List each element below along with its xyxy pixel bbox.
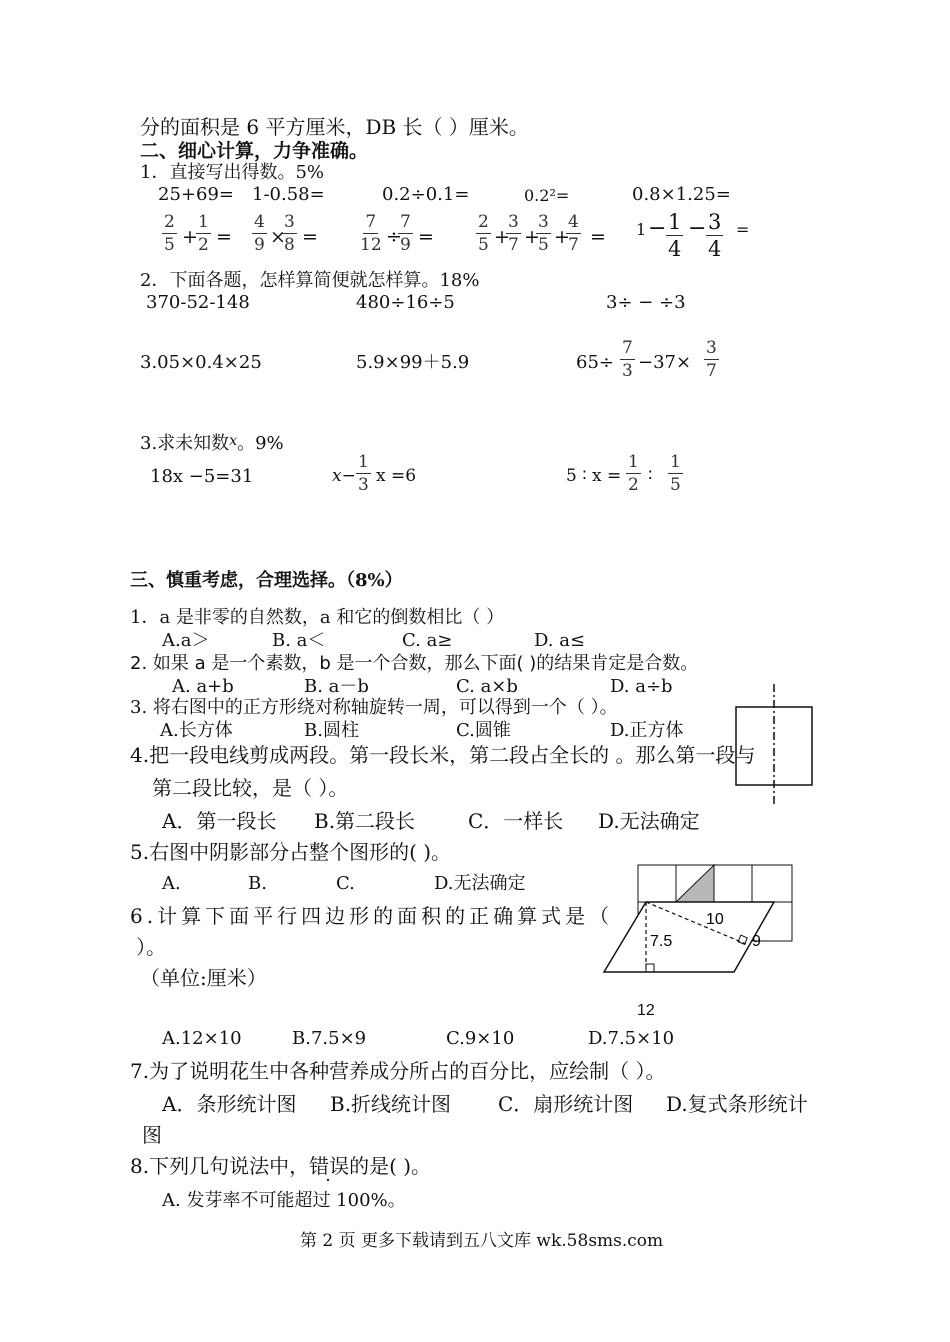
- fraction: $\frac{7}{12}$: [360, 212, 382, 255]
- s3-q6-optA: A.12×10: [162, 1028, 242, 1049]
- calc-2: 1-0.58=: [252, 184, 325, 205]
- s3-q1-optB: B. a＜: [272, 630, 326, 651]
- fraction: $\frac{1}{2}$: [198, 212, 209, 255]
- s3-q5-optA: A.: [162, 873, 181, 894]
- s3-q1-stem: 1．a 是非零的自然数，a 和它的倒数相比（ ）: [130, 607, 505, 628]
- s3-q4-stem1: 4.把一段电线剪成两段。第一段长米，第二段占全长的 。那么第一段与: [130, 743, 756, 767]
- fraction: $\frac{1}{4}$: [668, 210, 682, 261]
- fraction: $\frac{3}{7}$: [706, 338, 717, 381]
- calc-3: 0.2÷0.1=: [382, 184, 470, 205]
- s3-q5-optB: B.: [248, 873, 267, 894]
- s3-q7-optC: C．扇形统计图: [498, 1092, 634, 1116]
- s3-q1-optA: A.a＞: [162, 630, 210, 651]
- fraction: $\frac{3}{8}$: [284, 212, 295, 255]
- s3-q3-optA: A.长方体: [160, 720, 233, 741]
- fraction: $\frac{1}{5}$: [670, 452, 681, 495]
- fraction: $\frac{2}{5}$: [478, 212, 489, 255]
- parallelogram: [604, 902, 774, 972]
- calc-1: 25+69=: [158, 184, 234, 205]
- q1-title: 1．直接写出得数。5%: [140, 162, 325, 183]
- s3-q6-optC: C.9×10: [446, 1028, 515, 1049]
- q2-expr-5: 5.9×99＋5.9: [356, 352, 470, 373]
- s3-q7-stem: 7.为了说明花生中各种营养成分所占的百分比，应绘制（ ）。: [130, 1059, 666, 1083]
- q3-eq-1: 18x −5=31: [150, 466, 254, 487]
- q2-expr-3: 3÷ − ÷3: [606, 292, 686, 313]
- s3-q7-optB: B.折线统计图: [330, 1092, 452, 1116]
- fraction: $\frac{1}{2}$: [628, 452, 639, 495]
- fraction: $\frac{2}{5}$: [164, 212, 175, 255]
- s3-q8-stem: 8.下列几句说法中，错误的是( )。: [130, 1154, 432, 1178]
- fraction: $\frac{3}{4}$: [708, 210, 722, 261]
- s3-q2-optC: C. a×b: [456, 676, 518, 697]
- s3-q4-optB: B.第二段长: [314, 809, 416, 833]
- s3-q2-optB: B. a－b: [304, 676, 369, 697]
- s3-q6-stem2: ）。: [136, 935, 166, 959]
- label-10: 10: [706, 911, 724, 928]
- s3-q6-unit: （单位:厘米）: [140, 966, 267, 990]
- q2-expr-4: 3.05×0.4×25: [140, 352, 262, 373]
- s3-q8-optA: A. 发芽率不可能超过 100%。: [162, 1190, 406, 1211]
- fraction: $\frac{4}{9}$: [254, 212, 265, 255]
- section3-title: 三、慎重考虑，合理选择。（8%）: [130, 570, 403, 591]
- s3-q6-optD: D.7.5×10: [588, 1028, 675, 1049]
- label-7-5: 7.5: [650, 933, 673, 950]
- fraction: $\frac{3}{5}$: [538, 212, 549, 255]
- fraction: $\frac{3}{7}$: [508, 212, 519, 255]
- s3-q5-optD: D.无法确定: [434, 873, 526, 894]
- s3-q1-optD: D. a≤: [534, 630, 586, 651]
- section2-title: 二、细心计算，力争准确。: [140, 140, 369, 162]
- q2-title: 2．下面各题，怎样算简便就怎样算。18%: [140, 270, 480, 291]
- s3-q7-optA: A．条形统计图: [162, 1092, 297, 1116]
- q3-title: 3.求未知数$^x$。9%: [140, 433, 284, 454]
- q2-expr-1: 370-52-148: [146, 292, 250, 313]
- calc-4: 0.2²=: [524, 186, 570, 205]
- fraction: $\frac{4}{7}$: [568, 212, 579, 255]
- emphasized-text: 错误: [309, 1154, 350, 1178]
- s3-q3-stem: 3. 将右图中的正方形绕对称轴旋转一周，可以得到一个（ ）。: [130, 697, 618, 718]
- intro-line: 分的面积是 6 平方厘米，DB 长（ ）厘米。: [140, 115, 529, 139]
- fraction: $\frac{1}{3}$: [358, 452, 369, 495]
- s3-q4-optA: A．第一段长: [162, 809, 277, 833]
- s3-q7-wrap: 图: [142, 1123, 162, 1147]
- s3-q3-optD: D.正方体: [610, 720, 684, 741]
- s3-q3-optC: C.圆锥: [456, 720, 511, 741]
- label-9: 9: [752, 933, 761, 950]
- s3-q4-optC: C．一样长: [468, 809, 564, 833]
- s3-q4-optD: D.无法确定: [598, 809, 700, 833]
- s3-q7-optD: D.复式条形统计: [666, 1092, 808, 1116]
- q2-expr-2: 480÷16÷5: [356, 292, 455, 313]
- s3-q6-stem1: 6.计算下面平行四边形的面积的正确算式是（: [130, 904, 614, 928]
- fraction: $\frac{7}{3}$: [622, 338, 633, 381]
- s3-q2-stem: 2. 如果 a 是一个素数，b 是一个合数，那么下面( )的结果肯定是合数。: [130, 653, 699, 674]
- fraction: $\frac{7}{9}$: [400, 212, 411, 255]
- s3-q4-stem2: 第二段比较，是（ ）。: [152, 776, 349, 800]
- s3-q3-optB: B.圆柱: [304, 720, 359, 741]
- s3-q5-stem: 5.右图中阴影部分占整个图形的( )。: [130, 840, 452, 864]
- s3-q6-optB: B.7.5×9: [292, 1028, 367, 1049]
- label-12: 12: [637, 1002, 655, 1019]
- s3-q1-optC: C. a≥: [402, 630, 453, 651]
- calc-5: 0.8×1.25=: [632, 184, 731, 205]
- page-footer: 第 2 页 更多下载请到五八文库 wk.58sms.com: [300, 1231, 664, 1251]
- s3-q5-optC: C.: [336, 873, 355, 894]
- parallelogram-figure: [600, 894, 780, 984]
- s3-q2-optD: D. a÷b: [610, 676, 673, 697]
- s3-q2-optA: A. a+b: [172, 676, 234, 697]
